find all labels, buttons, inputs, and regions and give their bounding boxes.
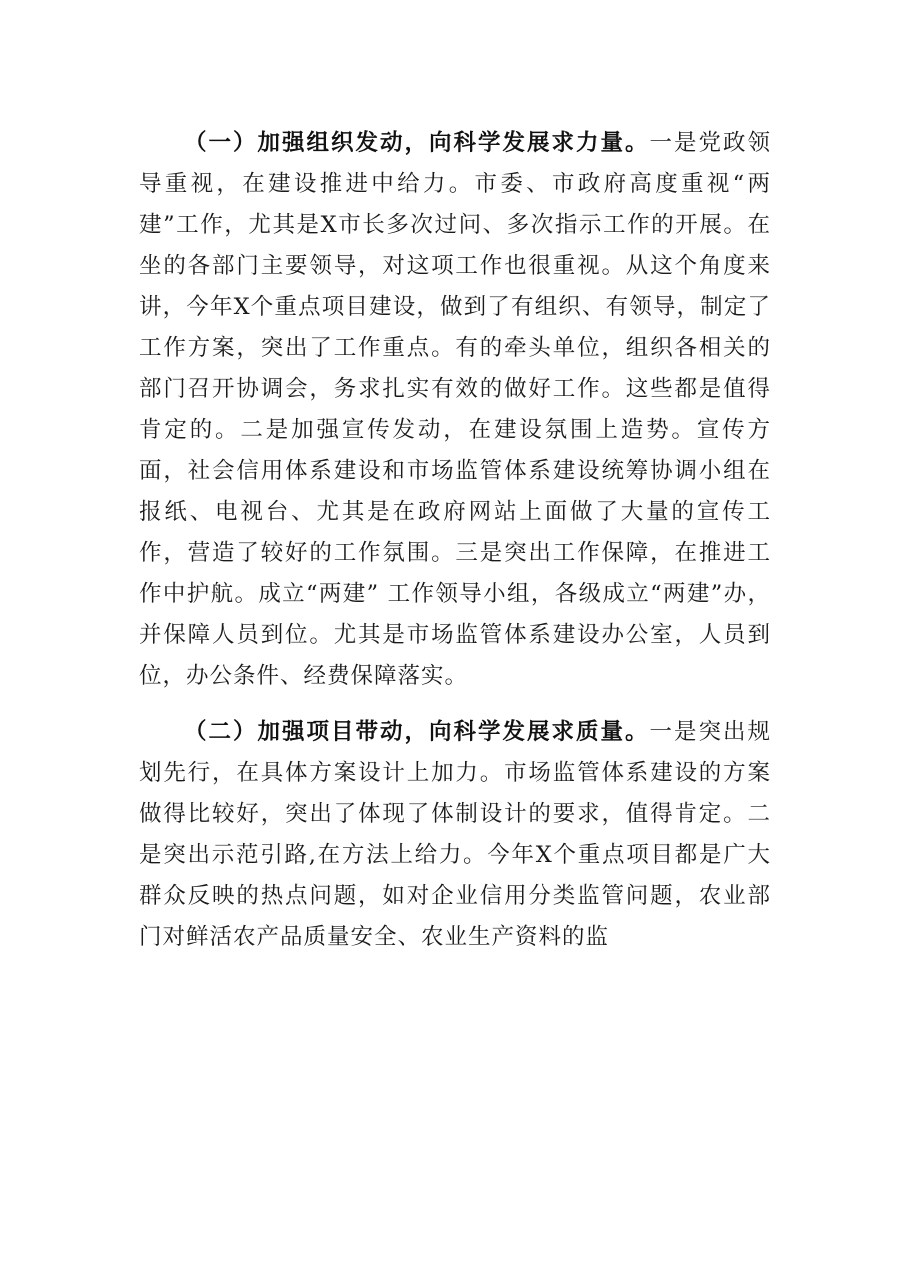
- paragraph-1-heading: （一）加强组织发动，向科学发展求力量。: [184, 130, 650, 156]
- paragraph-2-body: 一是突出规划先行，在具体方案设计上加力。市场监管体系建设的方案做得比较好，突出了体现了体制设计的要求，值得肯定。二是突出示范引路,在方法上给力。今年X个重点项目都是广大群众反映的热点问题，如对企业信用分类监管问题，农业部门对鲜活农产品质量安全、农业生产资料的监: [139, 719, 771, 950]
- document-body: [139, 123, 771, 958]
- paragraph-2: [139, 712, 771, 958]
- paragraph-1-body: 一是党政领导重视，在建设推进中给力。市委、市政府高度重视“两建”工作，尤其是X市长多次过问、多次指示工作的开展。在坐的各部门主要领导，对这项工作也很重视。从这个角度来讲，今年X个重点项目建设，做到了有组织、有领导，制定了工作方案，突出了工作重点。有的牵头单位，组织各相关的部门召开协调会，务求扎实有效的做好工作。这些都是值得肯定的。二是加强宣传发动，在建设氛围上造势。宣传方面，社会信用体系建设和市场监管体系建设统筹协调小组在报纸、电视台、尤其是在政府网站上面做了大量的宣传工作，营造了较好的工作氛围。三是突出工作保障，在推进工作中护航。成立“两建” 工作领导小组，各级成立“两建”办，并保障人员到位。尤其是市场监管体系建设办公室，人员到位，办公条件、经费保障落实。: [139, 130, 771, 689]
- paragraph-1: [139, 123, 771, 697]
- paragraph-2-heading: （二）加强项目带动，向科学发展求质量。: [184, 719, 650, 745]
